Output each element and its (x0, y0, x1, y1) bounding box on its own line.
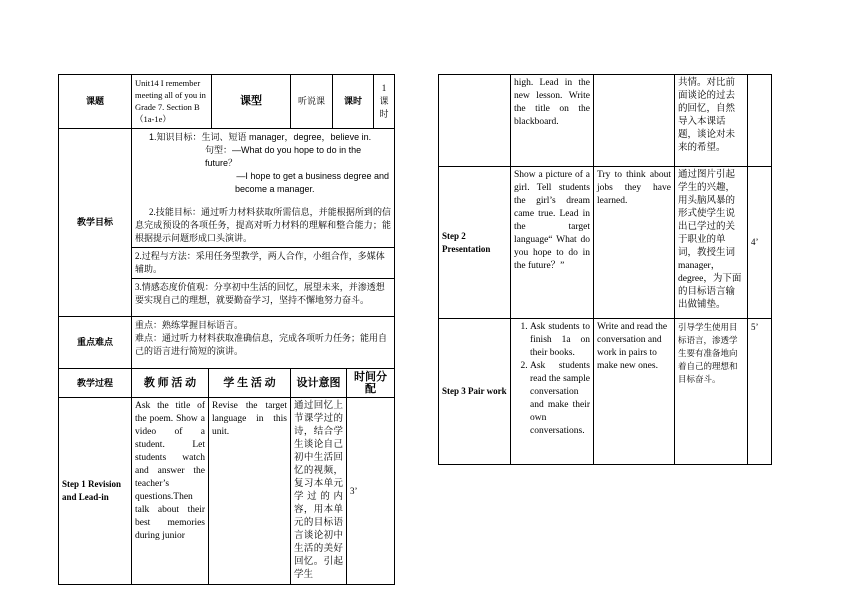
lesson-plan-table-left (58, 74, 395, 585)
step3-teacher-item-2: 2. Ask students read the sample conversation and make their own conversations. (530, 360, 590, 438)
step2-student: Try to think about jobs they have learned. (594, 167, 675, 319)
goal-process: 2.过程与方法：采用任务型教学，两人合作，小组合作，多媒体辅助。 (132, 248, 395, 279)
teacher-header: 教 师 活 动 (132, 369, 209, 398)
step3-time: 5’ (748, 319, 772, 465)
step3-label: Step 3 Pair work (439, 319, 511, 465)
type-value: 听说课 (291, 75, 333, 129)
cont-student (594, 75, 675, 167)
cont-design: 共情。对比前面谈论的过去的回忆，自然导入本课话题，谈论对未来的希望。 (675, 75, 748, 167)
goals-label: 教学目标 (59, 129, 132, 317)
hours-label: 课时 (333, 75, 374, 129)
key-label: 重点难点 (59, 317, 132, 369)
goal1-line4: become a manager. (235, 184, 315, 194)
student-header: 学 生 活 动 (209, 369, 291, 398)
step1-student: Revise the target language in this unit. (209, 398, 291, 585)
step2-time: 4’ (748, 167, 772, 319)
goal-emotion: 3.情感态度价值观：分享初中生活的回忆，展望未来，并渗透想要实现自己的理想，就要勤奋学习，坚持不懈地努力奋斗。 (132, 279, 395, 317)
step3-teacher-item-1: 1. Ask students to finish 1a on their books. (530, 321, 590, 360)
step1-label: Step 1 Revision and Lead-in (59, 398, 132, 585)
topic-label: 课题 (59, 75, 132, 129)
key-content (132, 317, 395, 369)
step3-student: Write and read the conversation and work in pairs to make new ones. (594, 319, 675, 465)
step3-design: 引导学生使用目标语言，渗透学生要有准备地向着自己的理想和目标奋斗。 (675, 319, 748, 465)
step2-design: 通过图片引起学生的兴趣，用头脑风暴的形式使学生说出已学过的关于职业的单词，教授生词manager，degree，为下面的目标语言输出做铺垫。 (675, 167, 748, 319)
step1-design: 通过回忆上节课学过的诗，结合学生谈论自己初中生活回忆的视频，复习本单元学过的内容，用本单元的目标语言谈论初中生活的美好回忆。引起学生 (291, 398, 347, 585)
step1-time: 3’ (347, 398, 395, 585)
step2-label: Step 2 Presentation (439, 167, 511, 319)
goal1-line1: 1.知识目标：生词、短语 manager，degree，believe in. (149, 132, 372, 142)
step2-teacher: Show a picture of a girl. Tell students the girl’s dream came true. Lead in the target language“ What do you hope to do in the future？” (511, 167, 594, 319)
hours-value: 1 课时 (374, 75, 395, 129)
goal1-line2: 句型：—What do you hope to do in the future？ (205, 145, 362, 168)
goal2: 2.技能目标：通过听力材料获取所需信息，并能根据所到的信息完成预设的各项任务，提高对听力材料的理解和整合能力；能根据提示问题形成口头演讲。 (135, 207, 392, 243)
key-line1: 重点：熟练掌握目标语言。 (135, 320, 244, 330)
process-label: 教学过程 (59, 369, 132, 398)
cont-teacher: high. Lead in the new lesson. Write the title on the blackboard. (511, 75, 594, 167)
step3-teacher (511, 319, 594, 465)
cont-step-label (439, 75, 511, 167)
key-line2: 难点：通过听力材料获取准确信息，完成各项听力任务；能用自己的语言进行简短的演讲。 (135, 333, 388, 356)
time-header: 时间分配 (347, 369, 395, 398)
goal-knowledge (132, 129, 395, 248)
goal1-line3: —I hope to get a business degree and (236, 171, 390, 181)
type-label: 课型 (212, 75, 291, 129)
step1-teacher: Ask the title of the poem. Show a video of a student. Let students watch and answer the teacher’s questions.Then talk about their best memories during junior (132, 398, 209, 585)
design-header: 设计意图 (291, 369, 347, 398)
cont-time (748, 75, 772, 167)
topic-value: Unit14 I remember meeting all of you in Grade 7. Section B（1a-1e） (132, 75, 212, 129)
lesson-plan-table-right (438, 74, 772, 465)
